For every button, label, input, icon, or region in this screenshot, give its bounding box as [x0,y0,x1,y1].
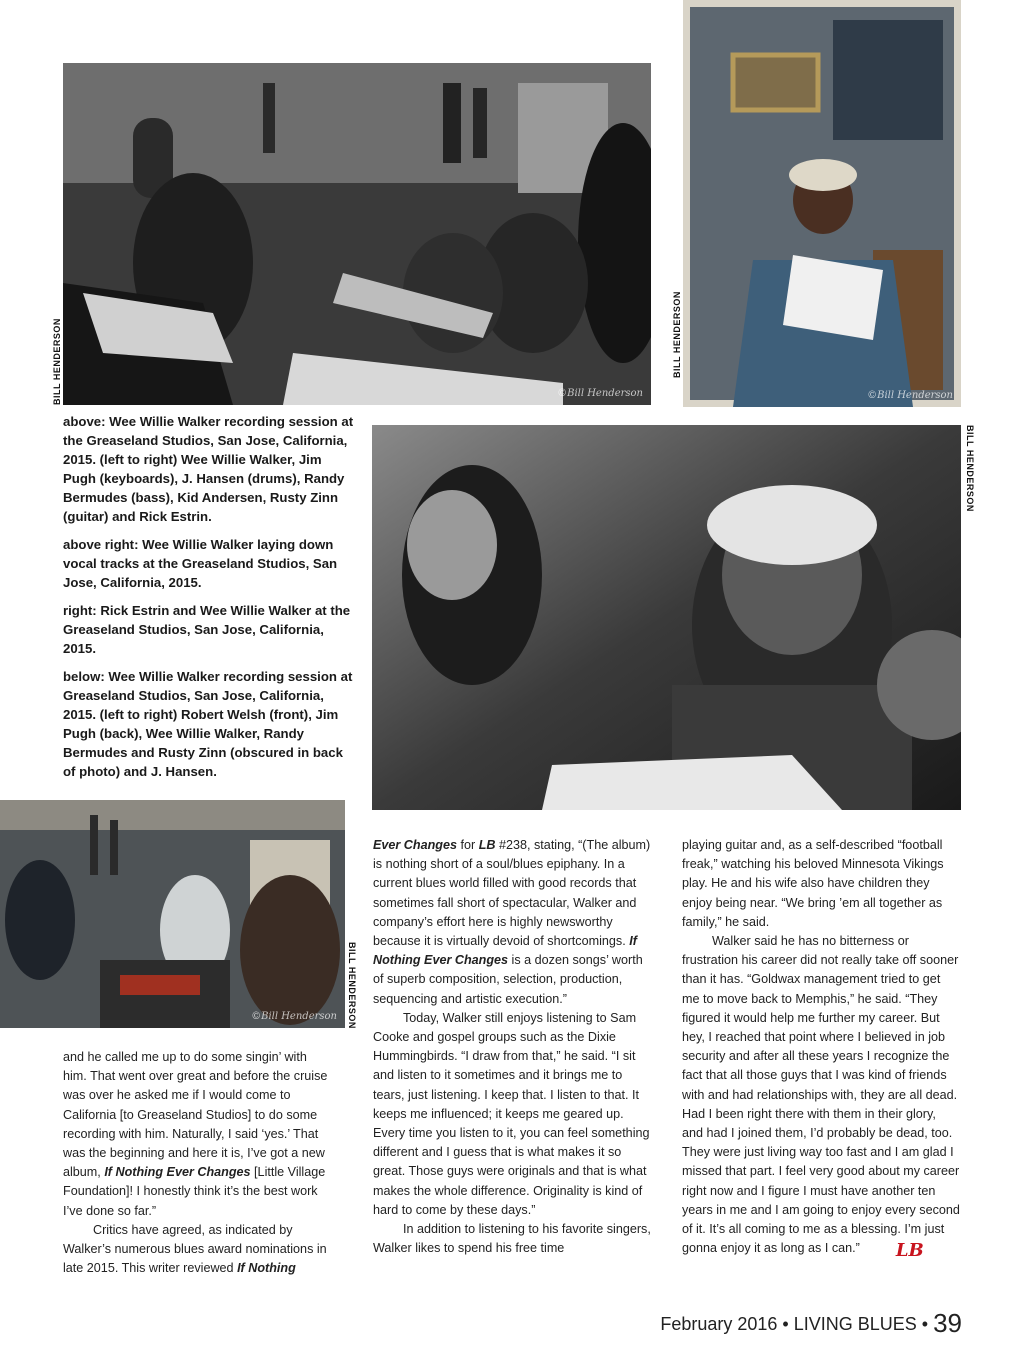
article-column-1 [63,1048,333,1278]
caption-below: below: Wee Willie Walker recording session at Greaseland Studios, San Jose, California, 2015. (left to right) Robert Welsh (front), Jim Pugh (back), Wee Willie Walker, Randy Bermudes and Rusty Zinn (obscured in back of photo) and J. Hansen. [63,669,353,779]
photo-credit: BILL HENDERSON [347,942,357,1029]
article-paragraph [682,932,960,1260]
page-footer [660,1308,962,1339]
caption-above: above: Wee Willie Walker recording session at the Greaseland Studios, San Jose, California, 2015. (left to right) Wee Willie Walker, Jim Pugh (keyboards), J. Hansen (drums), Randy Bermudes (bass), Kid Andersen, Rusty Zinn (guitar) and Rick Estrin. [63,414,354,524]
article-text: Walker said he has no bitterness or frustration his career did not really take off sooner than it has. “Goldwax management tried to get me to move back to Memphis,” he said. “They figured it would help me further my career. But hey, I reached that point where I believed in job security and after all these years I recognize the fact that all those guys that I was kind of friends with and had relationships with, they are all dead. Had I been right there with them in their glory, and had I joined them, I’d probably be dead, too. They were just living way too fast and I am glad I missed that part. I feel very good about my career right now and I figure I must have another ten years in me and I am going to enjoy every second of it. It’s all coming to me as a blessing. I’m just gonna enjoy it as long as I can.” [682,934,960,1256]
photo-credit: BILL HENDERSON [52,318,62,405]
article-paragraph [373,836,651,1009]
album-title: Ever Changes [373,838,457,852]
article-paragraph [63,1221,333,1279]
photo-watermark: ©Bill Henderson [867,390,953,401]
article-text: and he called me up to do some singin’ with him. That went over great and before the cruise was over he asked me if I would come to California [to Greaseland Studios] to do some recording with him. Naturally, I said ‘yes.’ That was the beginning and here it is, I’ve got a new album, [63,1050,328,1180]
article-paragraph: Today, Walker still enjoys listening to Sam Cooke and gospel groups such as the Dixie Hummingbirds. “I draw from that,” he said. “I sit and listen to it sometimes and it brings me to tears, just listening. I keep that. I listen to that. It keeps me influenced; it keeps me geared up. Every time you listen to it, you can feel something different and I guess that is what makes it so great. Those guys were originals and that is what makes the whole difference. Originality is kind of hard to come by these days.” [373,1010,650,1217]
photo-group-illustration [0,800,345,1028]
article-column-3 [682,836,960,1260]
article-text: for [457,838,479,852]
lb-end-mark-icon: LB [895,1240,924,1262]
caption-right: right: Rick Estrin and Wee Willie Walker at the Greaseland Studios, San Jose, California, 2015. [63,603,351,656]
footer-issue: February 2016 • LIVING BLUES • [660,1314,934,1334]
photo-closeup-illustration [372,425,961,810]
photo-watermark: ©Bill Henderson [251,1011,337,1022]
album-title: If Nothing Ever Changes [104,1165,251,1180]
album-title: If Nothing Ever Changes [373,934,637,968]
magazine-abbrev: LB [478,838,496,852]
photo-closeup [372,425,961,810]
article-text: #238, stating, “(The album) is nothing short of a soul/blues epiphany. In a current blues world filled with good records that sometimes fall short of spectacular, Walker and company’s effort here is highly newsworthy because it is virtually devoid of shortcomings. [373,838,651,949]
article-text: [Little Village Foundation]! I honestly think it’s the best work I’ve done so far.” [63,1165,326,1218]
photo-studio-band-illustration [63,63,651,405]
article-column-2 [373,836,651,1258]
photo-vocal-booth [683,0,961,407]
article-text: Critics have agreed, as indicated by Walker’s numerous blues award nominations in late 2015. This writer reviewed [63,1222,327,1276]
article-paragraph [63,1048,333,1221]
article-paragraph: playing guitar and, as a self-described “football freak,” watching his beloved Minnesota Vikings play. He and his wife also have children they enjoy being near. “We bring ’em all together as family,” he said. [682,838,944,929]
caption-above-right: above right: Wee Willie Walker laying down vocal tracks at the Greaseland Studios, San Jose, California, 2015. [63,537,338,590]
article-paragraph: In addition to listening to his favorite singers, Walker likes to spend his free time [373,1222,651,1256]
photo-credit: BILL HENDERSON [965,425,975,512]
album-title: If Nothing [237,1261,296,1276]
article-text: is a dozen songs’ worth of superb composition, selection, production, sequencing and artistic execution.” [373,953,643,1006]
photo-group [0,800,345,1028]
photo-credit: BILL HENDERSON [672,291,682,378]
page-number: 39 [933,1308,962,1338]
photo-watermark: ©Bill Henderson [557,388,643,399]
photo-captions [63,412,355,790]
photo-studio-band [63,63,651,405]
photo-vocal-booth-illustration [683,0,961,407]
